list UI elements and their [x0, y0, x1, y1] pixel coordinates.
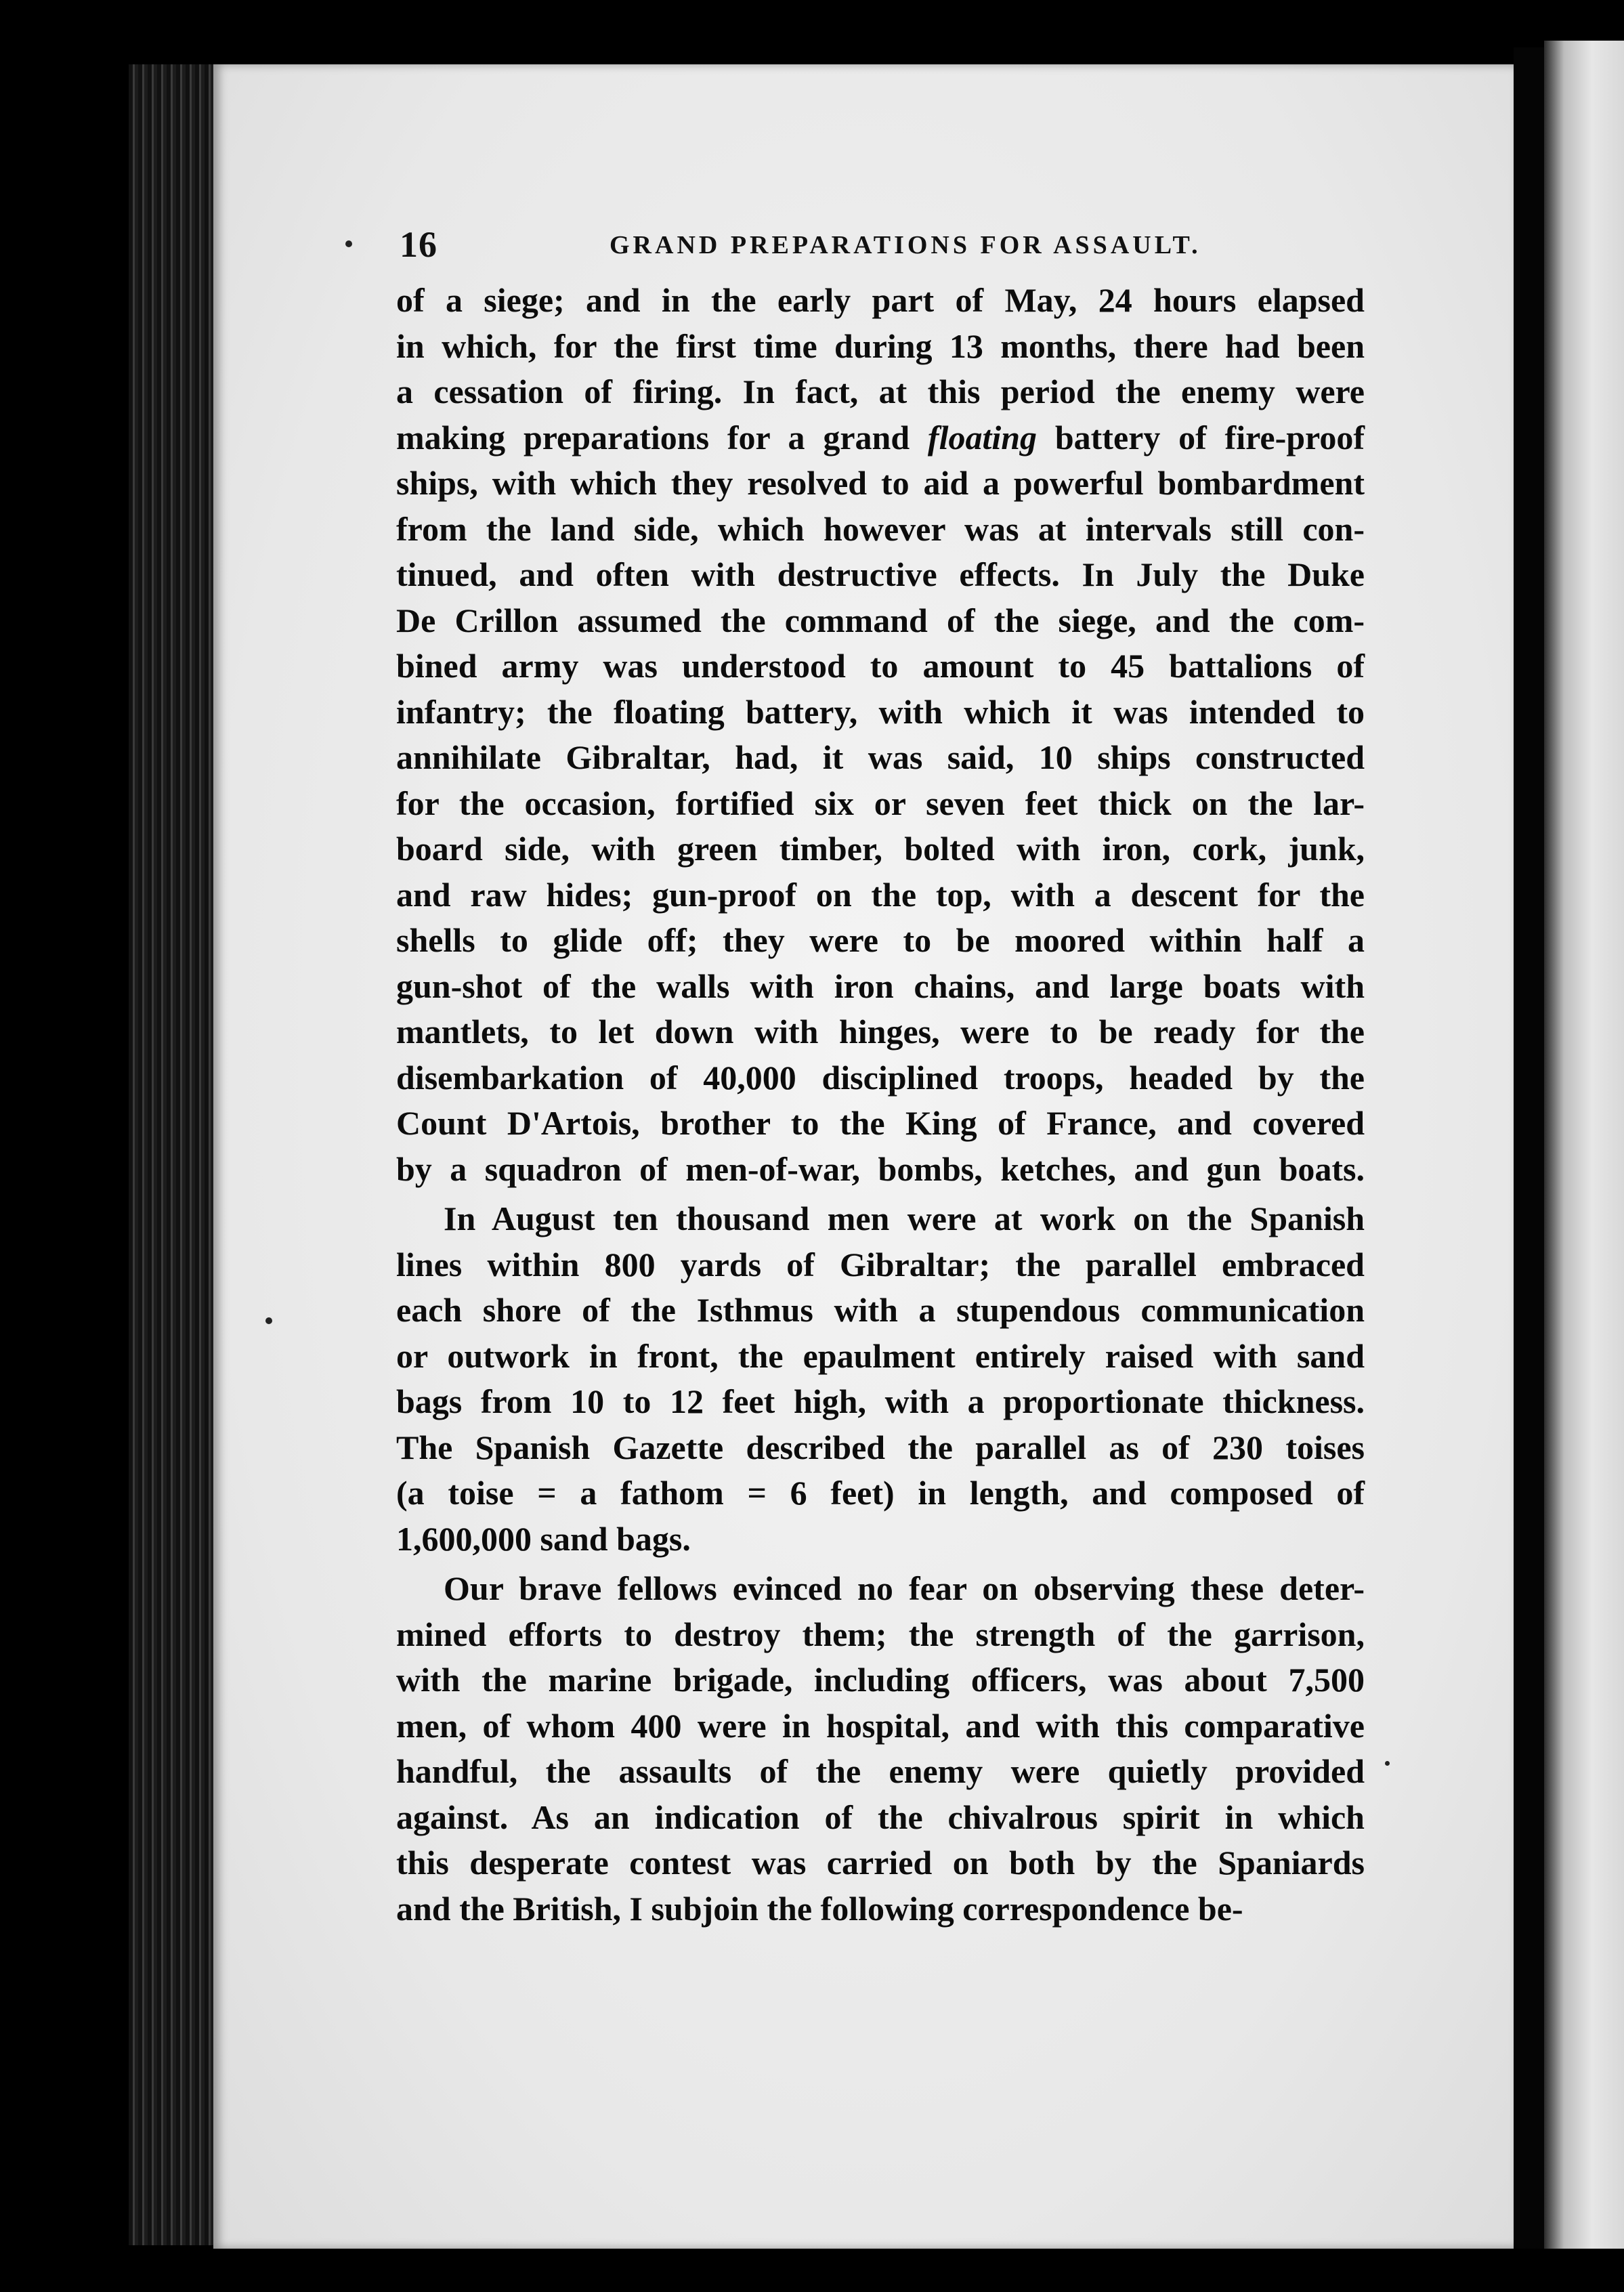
- text-line: from the land side, which however was at intervals still con-: [396, 509, 1365, 548]
- text-line: mined efforts to destroy them; the strength of the garrison,: [396, 1615, 1365, 1653]
- text-line: in which, for the first time during 13 months, there had been: [396, 326, 1365, 365]
- text-line: and raw hides; gun-proof on the top, with a descent for the: [396, 875, 1365, 914]
- text-line: mantlets, to let down with hinges, were to be ready for the: [396, 1013, 1365, 1050]
- text-line: (a toise = a fathom = 6 feet) in length, and composed of: [396, 1474, 1365, 1512]
- book-binding: [1514, 47, 1544, 2249]
- text-line: annihilate Gibraltar, had, it was said, 10 ships constructed: [396, 738, 1365, 776]
- text-line: infantry; the floating battery, with which it was intended to: [396, 692, 1365, 731]
- text-line: each shore of the Isthmus with a stupendous communication: [396, 1291, 1365, 1329]
- text-line: bined army was understood to amount to 45 battalions of: [396, 647, 1365, 685]
- book-page-stack: [129, 64, 217, 2245]
- text-line: lines within 800 yards of Gibraltar; the parallel embraced: [396, 1245, 1365, 1283]
- text-line: bags from 10 to 12 feet high, with a proportionate thickness.: [396, 1382, 1365, 1420]
- text-line: or outwork in front, the epaulment entirely raised with sand: [396, 1336, 1365, 1375]
- next-page-edge: [1544, 41, 1624, 2249]
- running-head: [352, 217, 1382, 278]
- running-title: GRAND PREPARATIONS FOR ASSAULT.: [610, 231, 1201, 259]
- text-line: shells to glide off; they were to be moored within half a: [396, 921, 1365, 959]
- text-line: ships, with which they resolved to aid a powerful bombardment: [396, 464, 1365, 502]
- text-line: men, of whom 400 were in hospital, and with this comparative: [396, 1706, 1365, 1745]
- text-line: by a squadron of men-of-war, bombs, ketches, and gun boats.: [396, 1149, 1365, 1188]
- text-line: of a siege; and in the early part of May, 24 hours elapsed: [396, 281, 1365, 319]
- paragraph: [396, 278, 1365, 1192]
- text-line: making preparations for a grand floating battery of fire-proof: [396, 418, 1365, 457]
- margin-mark: [1385, 1761, 1390, 1766]
- text-line: 1,600,000 sand bags.: [396, 1519, 691, 1558]
- text-line: this desperate contest was carried on both by the Spaniards: [396, 1844, 1365, 1882]
- page-number: 16: [400, 224, 437, 265]
- text-line: and the British, I subjoin the following correspondence be-: [396, 1889, 1243, 1928]
- text-line: handful, the assaults of the enemy were quietly provided: [396, 1752, 1365, 1790]
- text-line: In August ten thousand men were at work on the Spanish: [444, 1200, 1365, 1237]
- text-line: De Crillon assumed the command of the siege, and the com-: [396, 601, 1365, 639]
- paragraph: [396, 1196, 1365, 1562]
- text-line: tinued, and often with destructive effects. In July the Duke: [396, 555, 1365, 593]
- text-line: disembarkation of 40,000 disciplined troops, headed by the: [396, 1058, 1365, 1097]
- text-line: Count D'Artois, brother to the King of France, and covered: [396, 1104, 1365, 1142]
- text-line: for the occasion, fortified six or seven feet thick on the lar-: [396, 784, 1365, 822]
- text-line: a cessation of firing. In fact, at this period the enemy were: [396, 373, 1365, 410]
- show-through-heading: [501, 186, 1382, 220]
- margin-mark: [345, 240, 352, 247]
- text-line: against. As an indication of the chivalrous spirit in which: [396, 1798, 1365, 1836]
- body-text: [396, 278, 1365, 1932]
- text-line: board side, with green timber, bolted with iron, cork, junk,: [396, 830, 1365, 868]
- text-line: Our brave fellows evinced no fear on observing these deter-: [444, 1569, 1365, 1607]
- margin-mark: [265, 1317, 272, 1324]
- text-line: The Spanish Gazette described the parallel as of 230 toises: [396, 1428, 1365, 1466]
- text-line: gun-shot of the walls with iron chains, and large boats with: [396, 967, 1365, 1005]
- paragraph: [396, 1566, 1365, 1932]
- text-line: with the marine brigade, including officers, was about 7,500: [396, 1661, 1365, 1699]
